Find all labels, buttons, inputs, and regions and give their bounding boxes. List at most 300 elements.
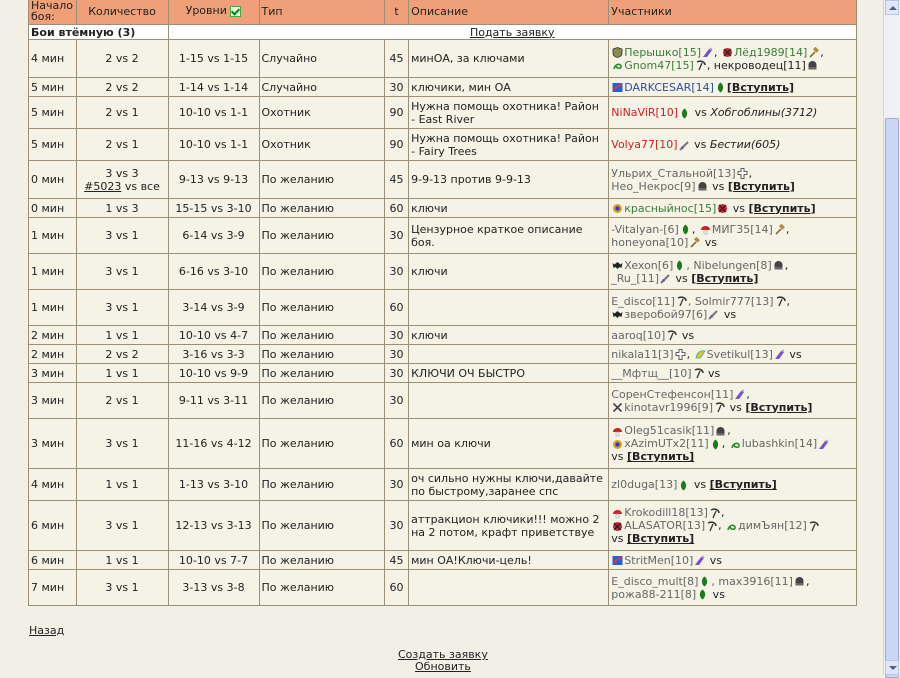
cell-description: ключи [409, 326, 609, 345]
join-button[interactable]: [Вступить] [727, 179, 795, 193]
swirl-icon [612, 60, 623, 71]
table-row [29, 129, 857, 161]
cell-count: 2 vs 2 [76, 345, 168, 364]
create-request-link[interactable]: Создать заявку [398, 648, 488, 661]
table-row [29, 218, 857, 254]
leaf-icon [678, 480, 689, 491]
cell-members [609, 254, 857, 290]
player-name[interactable]: Перышко[15] [624, 45, 702, 59]
cell-start: 6 мин [29, 551, 77, 570]
scythe-icon [808, 521, 819, 532]
cell-type: По желанию [259, 345, 384, 364]
cell-start: 5 мин [29, 78, 77, 97]
table-row [29, 383, 857, 419]
wand-icon [734, 389, 745, 400]
cell-levels: 6-14 vs 3-9 [168, 218, 259, 254]
scroll-thumb[interactable] [885, 118, 899, 678]
cell-type: По желанию [259, 419, 384, 469]
table-row [29, 345, 857, 364]
leaf-icon [679, 108, 690, 119]
helm-icon [807, 60, 818, 71]
table-row [29, 161, 857, 199]
cell-levels: 12-13 vs 3-13 [168, 501, 259, 551]
members-line [611, 367, 854, 380]
cell-levels: 1-14 vs 1-14 [168, 78, 259, 97]
members-line [611, 59, 854, 72]
cell-start: 3 мин [29, 383, 77, 419]
player-name[interactable]: kinotavr1996[9] [624, 400, 714, 414]
cross-icon [675, 349, 686, 360]
hammer-icon [808, 47, 819, 58]
separator-text: , [784, 258, 789, 272]
player-name[interactable]: , max3916[11] [711, 574, 793, 588]
cell-timeout: 60 [384, 419, 408, 469]
cell-levels: 3-16 vs 3-3 [168, 345, 259, 364]
scythe-icon [676, 296, 687, 307]
cell-timeout: 30 [384, 254, 408, 290]
separator-text: , [746, 387, 750, 401]
leaf-icon [680, 224, 691, 235]
flag-icon [612, 555, 623, 566]
separator-text: vs [729, 201, 749, 215]
members-line [611, 308, 854, 321]
cell-timeout: 30 [384, 345, 408, 364]
cell-count: 3 vs 1 [76, 218, 168, 254]
cell-count: 3 vs 1 [76, 254, 168, 290]
cell-members [609, 129, 857, 161]
cell-description: КЛЮЧИ ОЧ БЫСТРО [409, 364, 609, 383]
leaf-icon [699, 576, 710, 587]
cell-description: 9-9-13 против 9-9-13 [409, 161, 609, 199]
cell-levels: 3-14 vs 3-9 [168, 290, 259, 326]
separator-text: vs [690, 478, 710, 491]
join-button[interactable]: [Вступить] [745, 400, 813, 414]
cross-icon [737, 168, 748, 179]
members-line [611, 588, 854, 601]
cell-start: 0 мин [29, 161, 77, 199]
members-line [611, 450, 854, 463]
player-name[interactable]: StritMen[10] [624, 553, 694, 567]
members-line [611, 106, 854, 119]
player-name[interactable]: МИГ35[14] [711, 222, 773, 236]
cell-levels: 10-10 vs 7-7 [168, 551, 259, 570]
cell-levels: 15-15 vs 3-10 [168, 199, 259, 218]
cell-levels: 11-16 vs 4-12 [168, 419, 259, 469]
battle-link[interactable]: #5023 [84, 179, 122, 193]
player-name[interactable]: E_disco_mult[8] [611, 574, 699, 588]
arrow-up-icon [889, 6, 897, 10]
scythe-icon [709, 508, 720, 519]
col-start-header: Начало боя: [29, 0, 77, 25]
swirl-icon [726, 521, 737, 532]
cell-type: По желанию [259, 218, 384, 254]
cell-description: аттракцион ключики!!! можно 2 на 2 потом, крафт приветствуе [409, 501, 609, 551]
cell-start: 1 мин [29, 290, 77, 326]
join-button[interactable]: [Вступить] [691, 271, 759, 285]
members-line [611, 554, 854, 567]
cell-description: ключи [409, 254, 609, 290]
helm-icon [773, 260, 784, 271]
scythe-icon [666, 330, 677, 341]
player-name[interactable]: lubashkin[14] [741, 437, 818, 450]
cell-start: 4 мин [29, 40, 77, 78]
hammer-icon [689, 237, 700, 248]
cell-description: ключики, мин ОА [409, 78, 609, 97]
members-line [611, 81, 854, 94]
col-members-header: Участники [609, 0, 857, 25]
player-name[interactable]: СоренСтефенсон[11] [611, 387, 734, 401]
cell-type: Случайно [259, 78, 384, 97]
player-name[interactable]: Svetikul[13] [706, 347, 773, 361]
player-name[interactable]: , Nibelungen[8] [686, 258, 772, 272]
cell-count: 3 vs 1 [76, 290, 168, 326]
separator-text: vs [691, 106, 711, 119]
members-line [611, 202, 854, 215]
shroom-icon [612, 508, 623, 519]
separator-text: vs [785, 347, 802, 361]
cell-members [609, 570, 857, 606]
cell-timeout: 60 [384, 570, 408, 606]
player-name[interactable]: nikala11[3] [611, 347, 674, 361]
swirl-icon [730, 439, 741, 450]
player-name[interactable]: Хобгоблины(3712) [710, 106, 818, 119]
cell-levels: 6-16 vs 3-10 [168, 254, 259, 290]
col-description-header: Описание [409, 0, 609, 25]
table-row [29, 419, 857, 469]
members-line [611, 223, 854, 236]
cell-levels: 1-15 vs 1-15 [168, 40, 259, 78]
cell-timeout: 45 [384, 551, 408, 570]
cell-count: 2 vs 2 [76, 78, 168, 97]
cell-count: 1 vs 1 [76, 551, 168, 570]
cell-start: 1 мин [29, 218, 77, 254]
separator-text: vs [709, 587, 725, 601]
join-button[interactable]: [Вступить] [748, 201, 816, 215]
player-name[interactable]: xAzimUTx2[11] [624, 437, 709, 450]
cell-description: Нужна помощь охотника! Район - East River [409, 97, 609, 129]
table-row [29, 364, 857, 383]
cell-count [76, 161, 168, 199]
cell-description: мин оа ключи [409, 419, 609, 469]
cell-type: По желанию [259, 161, 384, 199]
helm-icon [697, 181, 708, 192]
leaf-icon [715, 82, 726, 93]
helm-icon [715, 426, 726, 437]
separator-text: vs [611, 532, 628, 545]
members-line [611, 348, 854, 361]
table-row [29, 40, 857, 78]
cell-members [609, 383, 857, 419]
separator-text: vs [671, 271, 692, 285]
cell-members [609, 218, 857, 254]
cell-levels: 10-10 vs 1-1 [168, 97, 259, 129]
player-name[interactable]: зверобой97[6] [624, 307, 708, 321]
separator-text: , некроводец[11] [706, 58, 806, 72]
cell-levels: 1-13 vs 3-10 [168, 469, 259, 501]
cell-timeout: 30 [384, 78, 408, 97]
table-row [29, 199, 857, 218]
join-button[interactable]: [Вступить] [627, 532, 695, 545]
cell-start: 5 мин [29, 129, 77, 161]
player-name[interactable]: Gnom47[15] [624, 58, 694, 72]
player-name[interactable]: рожа88-211[8] [611, 587, 697, 601]
cell-type: По желанию [259, 199, 384, 218]
join-button[interactable]: [Вступить] [709, 478, 777, 491]
scythe-icon [706, 521, 717, 532]
cell-type: По желанию [259, 326, 384, 345]
cell-count: 3 vs 1 [76, 419, 168, 469]
cell-levels: 9-13 vs 9-13 [168, 161, 259, 199]
cell-members [609, 78, 857, 97]
cell-description [409, 570, 609, 606]
cell-members [609, 40, 857, 78]
cell-timeout: 30 [384, 469, 408, 501]
skull-icon [717, 203, 728, 214]
cell-type: По желанию [259, 364, 384, 383]
members-line [611, 437, 854, 450]
player-name[interactable]: aaroq[10] [611, 328, 666, 342]
cell-members [609, 364, 857, 383]
cell-timeout: 30 [384, 501, 408, 551]
scythe-icon [693, 368, 704, 379]
cell-type: По желанию [259, 290, 384, 326]
player-name[interactable]: honeyona[10] [611, 235, 689, 249]
separator-text: , [714, 45, 722, 59]
separator-text: , [748, 166, 753, 180]
cell-timeout: 45 [384, 161, 408, 199]
cell-members [609, 97, 857, 129]
cell-start: 2 мин [29, 326, 77, 345]
shroom-icon [700, 224, 711, 235]
player-name[interactable]: zl0duga[13] [611, 478, 678, 491]
cell-count: 2 vs 2 [76, 40, 168, 78]
player-name[interactable]: димЪян[12] [738, 519, 807, 532]
cell-description [409, 383, 609, 419]
player-name[interactable]: Лёд1989[14] [734, 45, 808, 59]
cell-start: 0 мин [29, 199, 77, 218]
table-row [29, 551, 857, 570]
scythe-icon [695, 60, 706, 71]
cell-start: 5 мин [29, 97, 77, 129]
shield-icon [612, 47, 623, 58]
wand-icon [818, 439, 829, 450]
cell-type: По желанию [259, 570, 384, 606]
table-row [29, 78, 857, 97]
separator-text: vs [726, 400, 746, 414]
cell-count: 1 vs 1 [76, 364, 168, 383]
members-line [611, 180, 854, 193]
members-line [611, 519, 854, 532]
members-line [611, 138, 854, 151]
cell-type: Случайно [259, 40, 384, 78]
bat-icon [612, 309, 623, 320]
cell-timeout: 30 [384, 364, 408, 383]
join-button[interactable]: [Вступить] [726, 80, 795, 94]
count-extra [79, 180, 166, 193]
wand-icon [694, 555, 705, 566]
scythe-icon [714, 402, 725, 413]
members-line [611, 478, 854, 491]
xsword-icon [612, 402, 623, 413]
levels-filter-checkbox[interactable] [230, 6, 241, 17]
refresh-link[interactable]: Обновить [415, 660, 471, 673]
orb-icon [612, 439, 623, 450]
cell-start: 1 мин [29, 254, 77, 290]
count-value: 3 vs 3 [105, 166, 139, 180]
arrow-down-icon [889, 666, 897, 670]
cell-members [609, 469, 857, 501]
table-row [29, 570, 857, 606]
cell-type: По желанию [259, 501, 384, 551]
col-levels-header[interactable] [168, 0, 259, 25]
cell-start: 3 мин [29, 419, 77, 469]
cell-description: Цензурное краткое описание боя. [409, 218, 609, 254]
cell-members [609, 161, 857, 199]
table-row [29, 254, 857, 290]
player-name[interactable]: Krokodill18[13] [624, 506, 708, 519]
player-name[interactable]: Бестии(605) [709, 138, 781, 151]
sword-icon [660, 273, 671, 284]
cell-count: 2 vs 1 [76, 129, 168, 161]
cell-description [409, 290, 609, 326]
scroll-down-button[interactable] [885, 660, 899, 675]
separator-text: , [785, 222, 790, 236]
vertical-scrollbar[interactable] [883, 0, 900, 675]
col-levels-label: Уровни [185, 4, 227, 18]
separator-text: vs [690, 138, 710, 151]
members-line [611, 167, 854, 180]
skull-icon [612, 521, 623, 532]
cell-type: По желанию [259, 383, 384, 419]
cell-start: 6 мин [29, 501, 77, 551]
separator-text: , [686, 347, 694, 361]
player-name[interactable]: Oleg51casik[11] [624, 424, 715, 437]
cell-type: По желанию [259, 254, 384, 290]
back-link[interactable]: Назад [29, 624, 65, 637]
separator-text: vs [720, 307, 737, 321]
shroom-icon [612, 426, 623, 437]
cell-levels: 10-10 vs 4-7 [168, 326, 259, 345]
player-name[interactable]: Xexon[6] [624, 258, 674, 272]
join-button[interactable]: [Вступить] [627, 450, 695, 463]
player-name[interactable]: красныйнос[15] [624, 201, 717, 215]
orb-icon [612, 203, 623, 214]
separator-text: vs [701, 235, 718, 249]
hammer-icon [774, 224, 785, 235]
separator-text: vs [678, 328, 695, 342]
cell-timeout: 90 [384, 97, 408, 129]
separator-text: vs [611, 450, 628, 463]
count-tail: vs все [121, 179, 160, 193]
cell-levels: 3-13 vs 3-8 [168, 570, 259, 606]
col-count-header[interactable]: Количество [76, 0, 168, 25]
submit-request-link[interactable]: Подать заявку [469, 25, 555, 39]
cell-start: 3 мин [29, 364, 77, 383]
scroll-up-button[interactable] [885, 0, 899, 15]
table-row [29, 97, 857, 129]
battle-requests-table [28, 0, 857, 606]
player-name[interactable]: Нео_Некрос[9] [611, 179, 696, 193]
members-line [611, 46, 854, 59]
separator-text: , [720, 506, 725, 519]
wand-icon [702, 47, 713, 58]
table-row [29, 326, 857, 345]
cell-start: 2 мин [29, 345, 77, 364]
cell-timeout: 30 [384, 383, 408, 419]
player-name[interactable]: , Solmir777[13] [687, 294, 774, 308]
player-name[interactable]: E_disco[11] [611, 294, 675, 308]
cell-members [609, 199, 857, 218]
player-name[interactable]: _Ru_[11] [611, 271, 659, 285]
player-name[interactable]: NiNaViR[10] [611, 106, 679, 119]
cell-timeout: 45 [384, 40, 408, 78]
members-line [611, 272, 854, 285]
members-line [611, 329, 854, 342]
bat-icon [612, 260, 623, 271]
player-name[interactable]: ALASATOR[13] [624, 519, 706, 532]
cell-timeout: 30 [384, 326, 408, 345]
player-name[interactable]: -Vitalyan-[6] [611, 222, 679, 236]
table-header-row [29, 0, 857, 25]
player-name[interactable]: DARKCESAR[14] [624, 80, 714, 94]
cell-type: По желанию [259, 551, 384, 570]
separator-text: vs [704, 366, 721, 380]
player-name[interactable]: Volya77[10] [611, 138, 678, 151]
wing-icon [695, 349, 706, 360]
cell-members [609, 501, 857, 551]
cell-members [609, 326, 857, 345]
player-name[interactable]: Ульрих_Стальной[13] [611, 166, 736, 180]
cell-members [609, 419, 857, 469]
cell-count: 2 vs 1 [76, 97, 168, 129]
table-body [29, 25, 857, 606]
members-line [611, 236, 854, 249]
cell-timeout: 60 [384, 199, 408, 218]
col-timeout-header: t [384, 0, 408, 25]
members-line [611, 532, 854, 545]
flag-icon [612, 82, 623, 93]
cell-count: 3 vs 1 [76, 570, 168, 606]
cell-description: оч сильно нужны ключи,давайте по быстрому,заранее спс [409, 469, 609, 501]
cell-levels: 10-10 vs 9-9 [168, 364, 259, 383]
cell-count: 1 vs 1 [76, 326, 168, 345]
cell-type: Охотник [259, 129, 384, 161]
helm-icon [794, 576, 805, 587]
section-row [29, 25, 857, 40]
player-name[interactable]: __Мфтщ__[10] [611, 366, 692, 380]
members-line [611, 424, 854, 437]
sword-icon [708, 309, 719, 320]
wand-icon [774, 349, 785, 360]
cell-type: По желанию [259, 469, 384, 501]
cell-description: минОА, за ключами [409, 40, 609, 78]
members-line [611, 259, 854, 272]
scythe-icon [775, 296, 786, 307]
cell-timeout: 60 [384, 290, 408, 326]
cell-timeout: 30 [384, 218, 408, 254]
cell-count: 1 vs 3 [76, 199, 168, 218]
separator-text: , [721, 437, 729, 450]
separator-text: , [786, 294, 790, 308]
cell-start: 4 мин [29, 469, 77, 501]
cell-levels: 10-10 vs 1-1 [168, 129, 259, 161]
sword-icon [679, 140, 690, 151]
cell-start: 7 мин [29, 570, 77, 606]
cell-levels: 9-11 vs 3-11 [168, 383, 259, 419]
cell-count: 2 vs 1 [76, 383, 168, 419]
cell-count: 1 vs 1 [76, 469, 168, 501]
members-line [611, 506, 854, 519]
